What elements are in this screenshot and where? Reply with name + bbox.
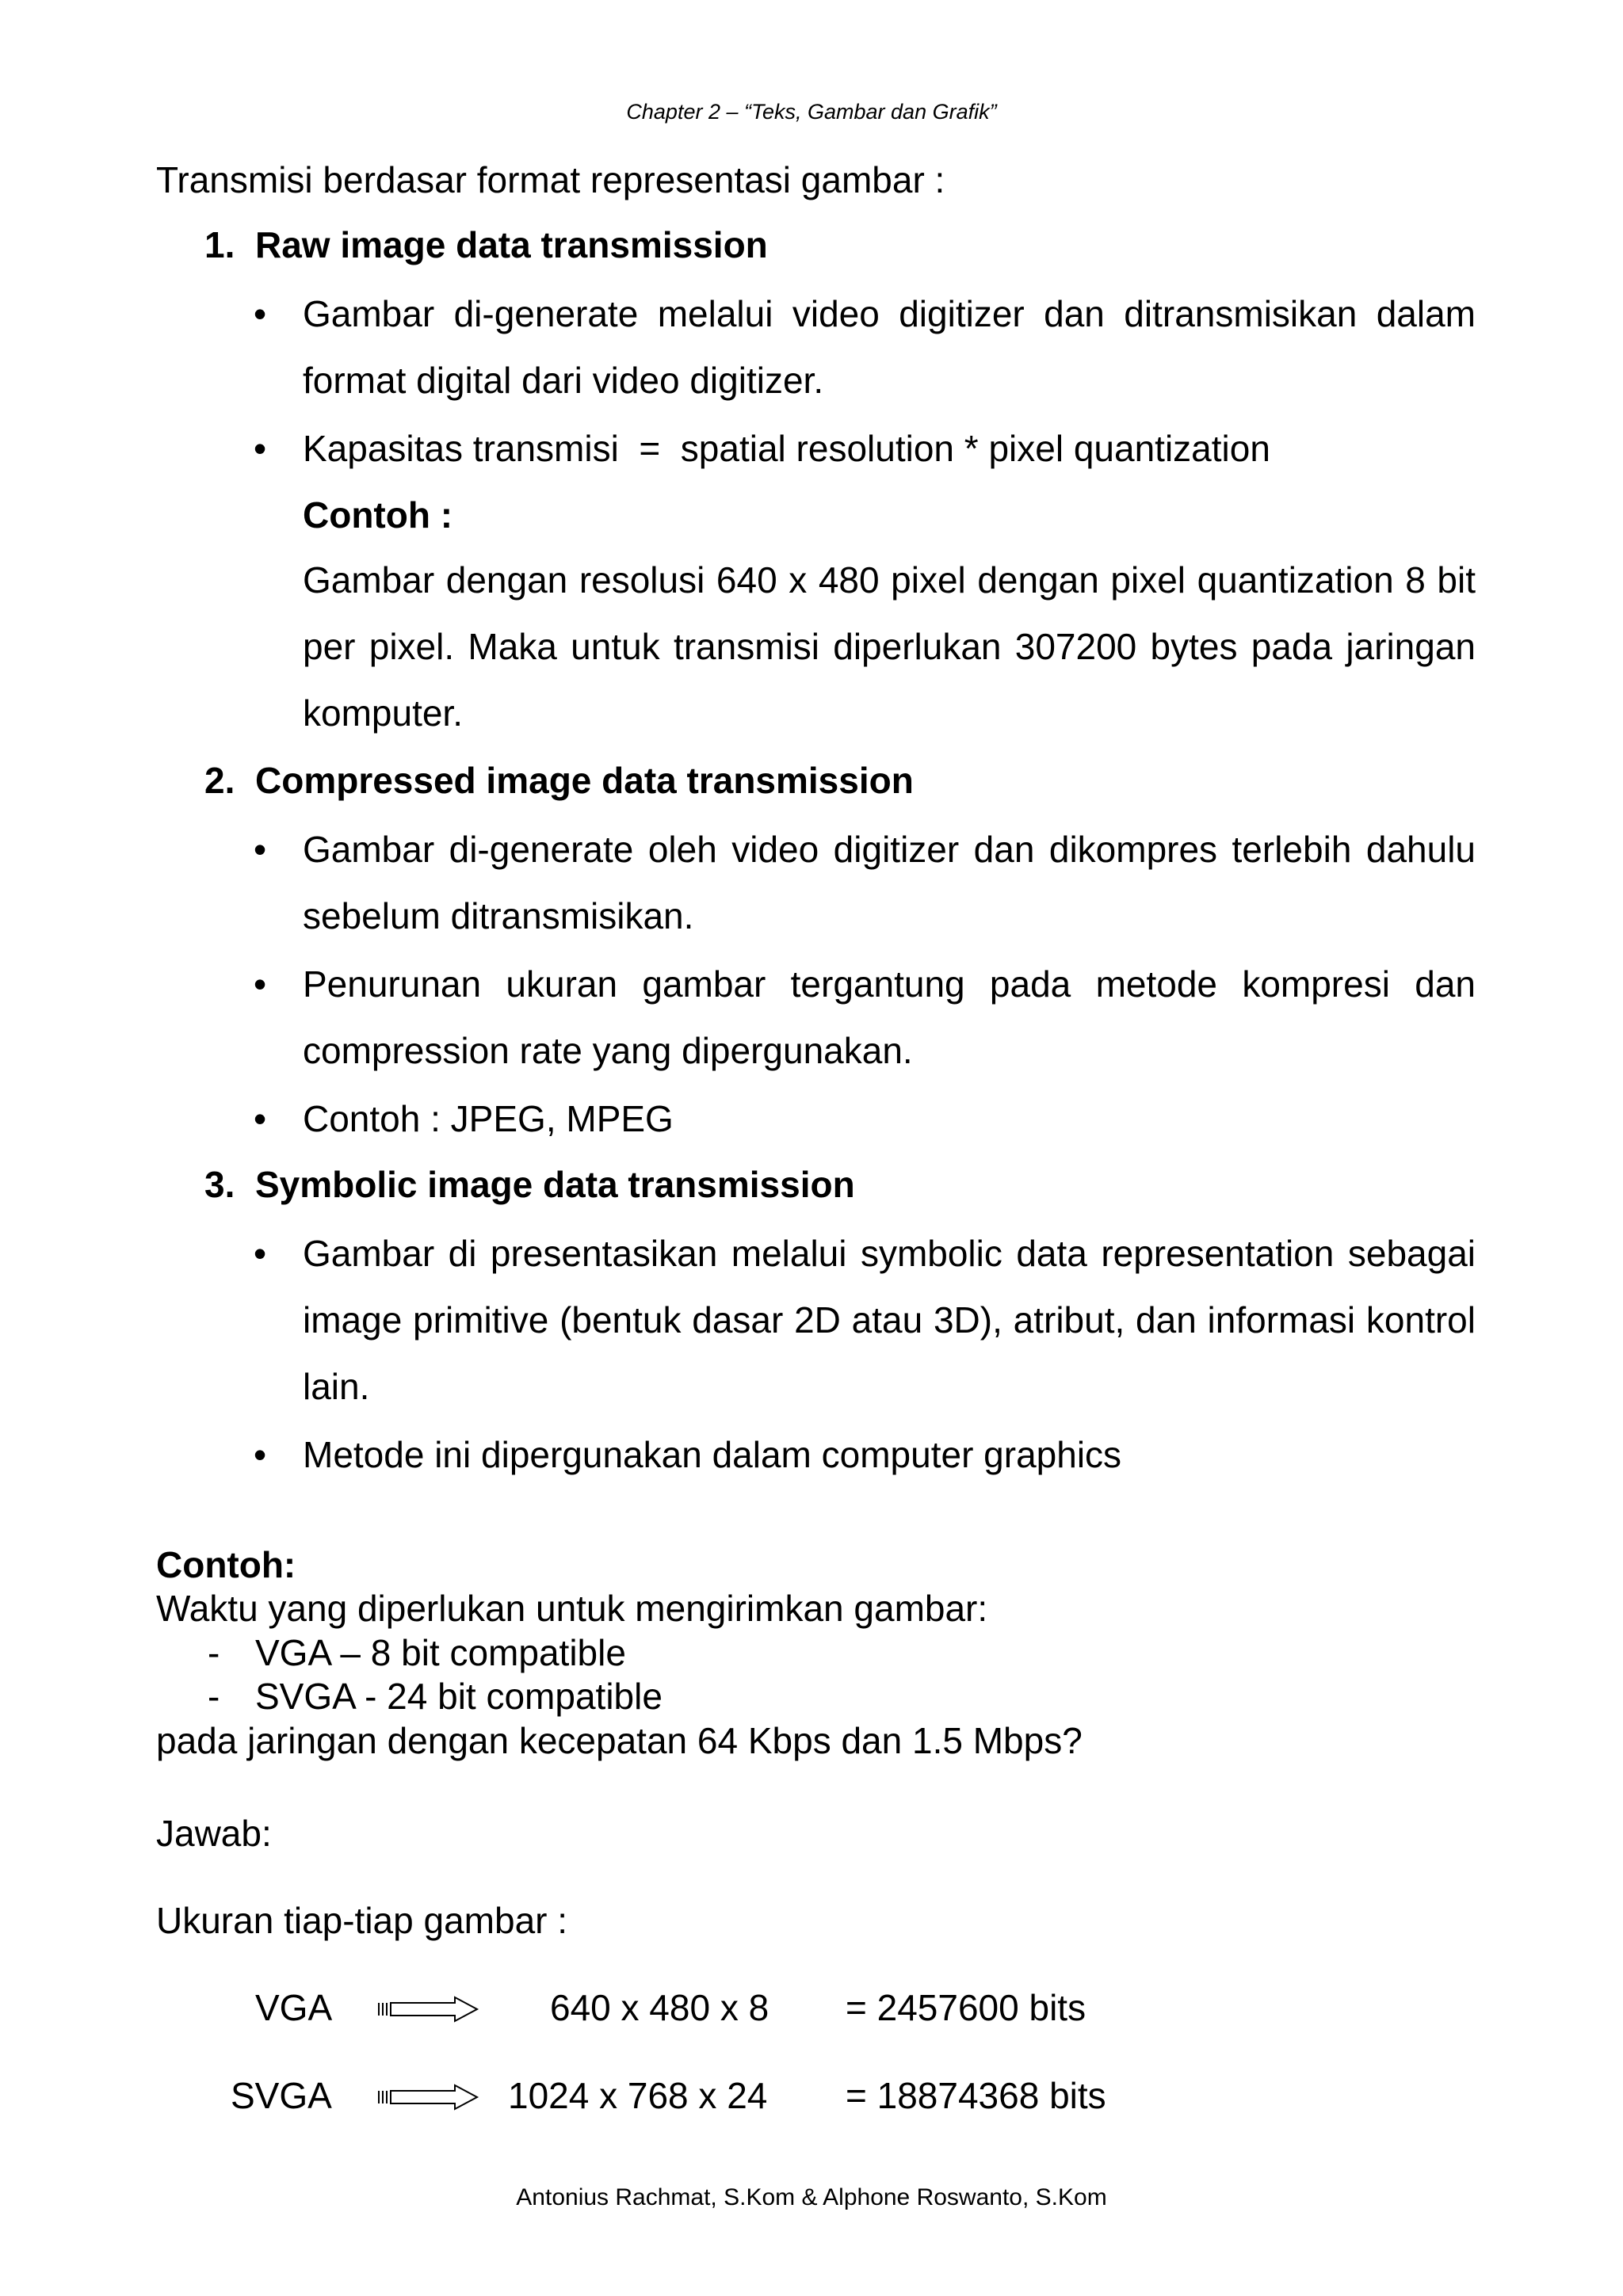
section-3-bullet-2: Metode ini dipergunakan dalam computer graphics bbox=[303, 1434, 1122, 1475]
bullet-icon: • bbox=[254, 829, 267, 870]
bullet-icon: • bbox=[254, 1233, 267, 1274]
section-3-title: Symbolic image data transmission bbox=[255, 1164, 855, 1205]
section-1-bullet-2: Kapasitas transmisi = spatial resolution * pixel quantization bbox=[303, 428, 1270, 469]
example-item-svga: SVGA - 24 bit compatible bbox=[255, 1676, 663, 1717]
example-network: pada jaringan dengan kecepatan 64 Kbps dan 1.5 Mbps? bbox=[156, 1720, 1083, 1761]
page-header: Chapter 2 – “Teks, Gambar dan Grafik” bbox=[626, 100, 997, 124]
section-1-example-label: Contoh : bbox=[303, 494, 453, 536]
bullet-icon: • bbox=[254, 293, 267, 334]
vga-label: VGA bbox=[255, 1987, 333, 2028]
section-2-bullet-1: Gambar di-generate oleh video digitizer dan dikompres terlebih dahulu sebelum ditransmisikan. bbox=[303, 829, 1476, 936]
bullet-icon: • bbox=[254, 963, 267, 1005]
intro-text: Transmisi berdasar format representasi gambar : bbox=[156, 159, 945, 200]
section-2-bullet-2: Penurunan ukuran gambar tergantung pada metode kompresi dan compression rate yang dipergunakan. bbox=[303, 963, 1476, 1071]
section-3-number: 3. bbox=[204, 1164, 235, 1205]
right-arrow-icon bbox=[376, 1996, 480, 2023]
svga-result: = 18874368 bits bbox=[846, 2075, 1106, 2116]
example-label: Contoh: bbox=[156, 1544, 296, 1585]
bullet-icon: • bbox=[254, 1434, 267, 1475]
answer-label: Jawab: bbox=[156, 1813, 272, 1854]
section-1-title: Raw image data transmission bbox=[255, 224, 768, 265]
right-arrow-icon bbox=[376, 2084, 480, 2111]
section-2-bullet-3: Contoh : JPEG, MPEG bbox=[303, 1098, 674, 1139]
svga-formula: 1024 x 768 x 24 bbox=[508, 2075, 768, 2116]
example-item-vga: VGA – 8 bit compatible bbox=[255, 1632, 626, 1673]
section-1-example-text: Gambar dengan resolusi 640 x 480 pixel dengan pixel quantization 8 bit per pixel. Maka untuk transmisi diperlukan 307200 bytes pada jaringan komputer. bbox=[303, 559, 1476, 734]
example-item-dash: - bbox=[208, 1676, 220, 1717]
section-1-bullet-1: Gambar di-generate melalui video digitizer dan ditransmisikan dalam format digital dari video digitizer. bbox=[303, 293, 1476, 401]
section-2-number: 2. bbox=[204, 760, 235, 801]
page-footer: Antonius Rachmat, S.Kom & Alphone Roswanto, S.Kom bbox=[516, 2184, 1107, 2210]
bullet-icon: • bbox=[254, 428, 267, 469]
section-3-bullet-1: Gambar di presentasikan melalui symbolic data representation sebagai image primitive (bentuk dasar 2D atau 3D), atribut, dan informasi kontrol lain. bbox=[303, 1233, 1476, 1407]
section-1-number: 1. bbox=[204, 224, 235, 265]
vga-formula: 640 x 480 x 8 bbox=[550, 1987, 769, 2028]
example-question: Waktu yang diperlukan untuk mengirimkan gambar: bbox=[156, 1588, 988, 1629]
bullet-icon: • bbox=[254, 1098, 267, 1139]
size-heading: Ukuran tiap-tiap gambar : bbox=[156, 1900, 568, 1941]
vga-result: = 2457600 bits bbox=[846, 1987, 1086, 2028]
section-2-title: Compressed image data transmission bbox=[255, 760, 914, 801]
svga-label: SVGA bbox=[231, 2075, 332, 2116]
example-item-dash: - bbox=[208, 1632, 220, 1673]
